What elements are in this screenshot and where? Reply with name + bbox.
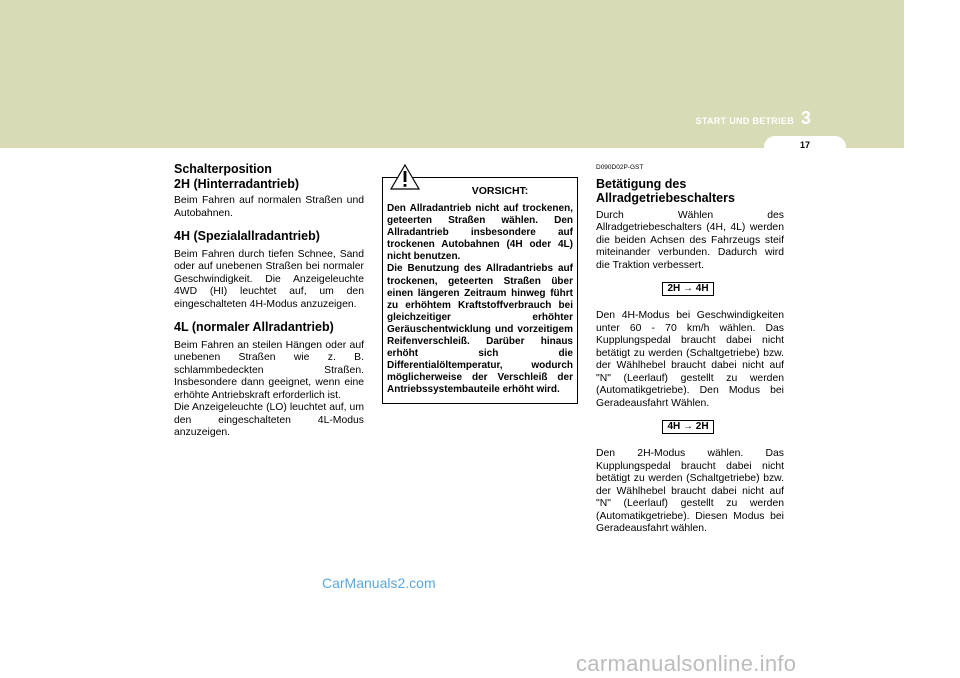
heading-line2: Allradgetriebeschalters: [596, 191, 735, 205]
text-4l: Beim Fahren an steilen Hängen oder auf unebenen Straßen wie z. B. schlammbedeckten Straßen. Insbesondere dann geeignet, wenn eine erhöhte Antriebskraft erforderlich ist. Die Anzeigeleuchte (LO) leuchtet auf, um den eingeschalteten 4L-Modus anzuzeigen.: [174, 339, 364, 438]
section-title: START UND BETRIEB: [695, 116, 794, 126]
page-number: 17: [799, 140, 810, 150]
heading-2h-line2: 2H (Hinterradantrieb): [174, 176, 300, 191]
warning-triangle-icon: [390, 164, 420, 190]
intro-text: Durch Wählen des Allradgetriebeschalters (4H, 4L) werden die beiden Achsen des Fahrzeugs steif miteinander verbunden. Dadurch wird die Traktion verbessert.: [596, 209, 784, 271]
mode-4h-to-2h-box: 4H → 2H: [662, 420, 714, 434]
warning-text: Den Allradantrieb nicht auf trockenen, geteerten Straßen wählen. Den Allradantrieb insbesondere auf trockenen Autobahnen (4H oder 4L) nicht benutzen. Die Benutzung des Allradantriebs auf trockenen, geteerten Straßen über einen längeren Zeitraum hinweg führt zu erhöhtem Kraftstoffverbrauch bei gleichzeitiger erhöhter Geräuschentwicklung und vorzeitigem Reifenverschleiß. Darüber hinaus erhöht sich die Differentialöltemperatur, wodurch möglicherweise der Verschleiß der Antriebssystembauteile erhöht wird.: [387, 203, 573, 396]
heading-4l: 4L (normaler Allradantrieb): [174, 320, 334, 334]
mode-2h-to-4h-box: 2H → 4H: [662, 282, 714, 296]
section-code: D090D02P-GST: [596, 164, 644, 171]
heading-line1: Betätigung des: [596, 176, 687, 191]
heading-2h-line1: Schalterposition: [174, 162, 272, 176]
text-mode-4h: Den 4H-Modus bei Geschwindigkeiten unter 60 - 70 km/h wählen. Das Kupplungspedal braucht dabei nicht betätigt zu werden (Schaltgetriebe) bzw. der Wählhebel braucht dabei nicht auf "N" (Leerlauf) gestellt zu werden (Automatikgetriebe). Den Modus bei Geradeausfahrt Wählen.: [596, 310, 784, 409]
footer-watermark: carmanualsonline.info: [576, 651, 797, 676]
text-4h: Beim Fahren durch tiefen Schnee, Sand oder auf unebenen Straßen bei normaler Geschwindigkeit. Die Anzeigeleuchte 4WD (HI) leuchtet auf, um den eingeschalteten 4H-Modus anzuzeigen.: [174, 248, 364, 310]
text-2h: Beim Fahren auf normalen Straßen und Autobahnen.: [174, 195, 364, 219]
site-watermark-link[interactable]: CarManuals2.com: [322, 575, 436, 591]
warning-box: [382, 177, 578, 404]
text-mode-2h: Den 2H-Modus wählen. Das Kupplungspedal braucht dabei nicht betätigt zu werden (Schaltgetriebe) bzw. der Wählhebel braucht dabei nicht auf "N" (Leerlauf) gestellt zu werden (Automatikgetriebe). Diesen Modus bei Geradeausfahrt wählen.: [596, 448, 784, 534]
footer-band: [0, 645, 960, 678]
right-column: [596, 162, 784, 536]
chapter-number: 3: [800, 108, 811, 128]
heading-4h: 4H (Spezialallradantrieb): [174, 229, 320, 243]
left-column: [174, 162, 364, 440]
warning-title: VORSICHT:: [471, 185, 529, 197]
